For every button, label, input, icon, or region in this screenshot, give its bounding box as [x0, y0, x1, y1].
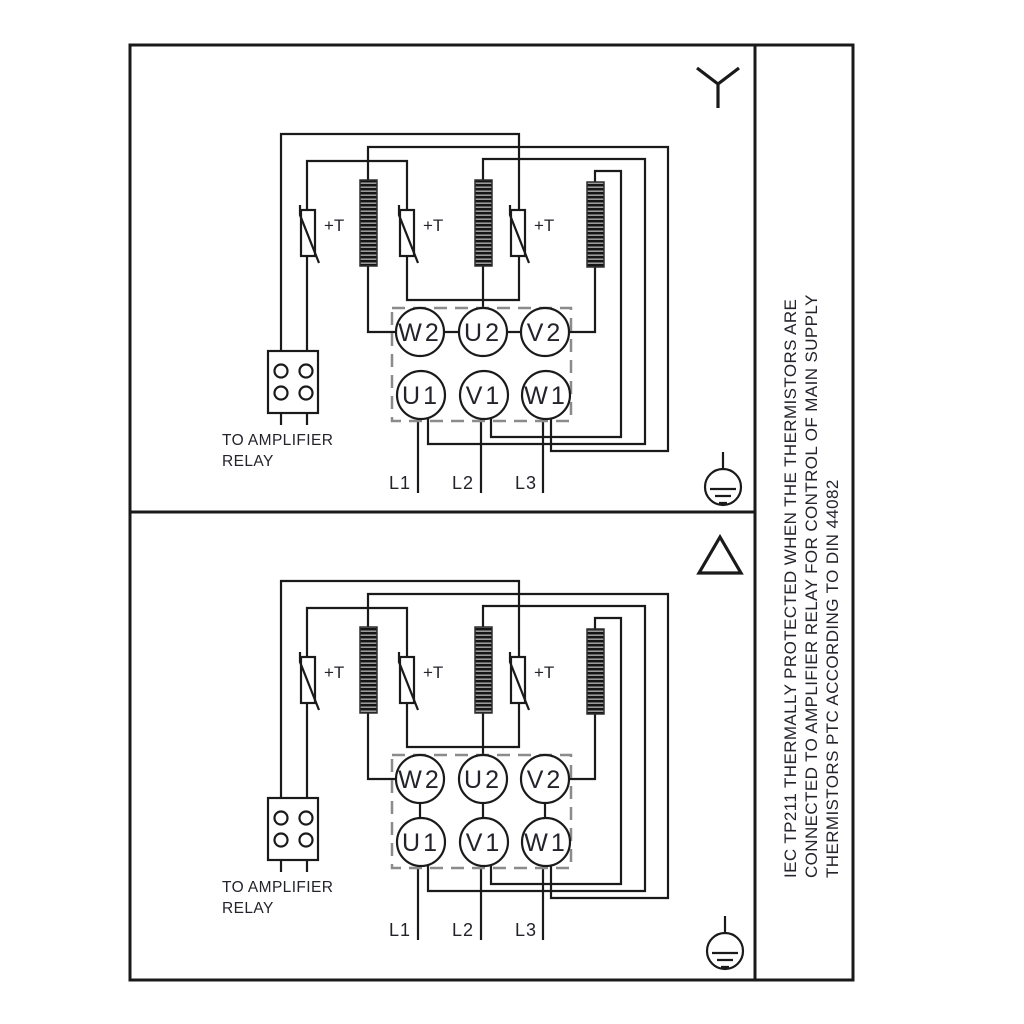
terminal-label: V2: [526, 319, 564, 347]
relay-contact-icon: [275, 365, 288, 378]
delta-connection-icon: [699, 537, 741, 573]
terminal-label: V1: [465, 382, 503, 410]
thermistor-icon: [399, 205, 418, 263]
wire-thermistor2-thermistor3: [407, 256, 519, 300]
terminal-label: U1: [402, 829, 440, 857]
terminal-label: U1: [402, 382, 440, 410]
relay-box: [268, 798, 318, 860]
thermistors: [300, 205, 554, 263]
supply-line-label: L1: [388, 920, 411, 940]
thermistors: [300, 652, 554, 710]
amplifier-relay-terminals: [222, 798, 333, 917]
wire-thermistor2-thermistor3: [407, 703, 519, 747]
motor-windings: [360, 627, 604, 714]
motor-winding-icon: [587, 629, 604, 714]
thermistor-label: +T: [324, 663, 345, 682]
relay-contact-icon: [300, 834, 313, 847]
relay-contact-icon: [275, 387, 288, 400]
amplifier-relay-terminals: [222, 351, 333, 470]
thermistor-icon: [510, 652, 529, 710]
motor-winding-icon: [587, 182, 604, 267]
terminal-label: W2: [398, 319, 442, 347]
relay-contact-icon: [300, 387, 313, 400]
side-note: [781, 294, 842, 878]
relay-contact-icon: [275, 812, 288, 825]
side-note-line: CONNECTED TO AMPLIFIER RELAY FOR CONTROL OF MAIN SUPPLY: [802, 294, 821, 878]
thermistor-label: +T: [423, 663, 444, 682]
side-note-line: IEC TP211 THERMALLY PROTECTED WHEN THE THERMISTORS ARE: [781, 298, 800, 878]
supply-line-label: L2: [451, 920, 474, 940]
delta-panel: [222, 537, 743, 969]
terminal-label: W1: [524, 382, 568, 410]
terminal-label: V2: [526, 766, 564, 794]
terminal-label: W2: [398, 766, 442, 794]
supply-line-label: L3: [514, 473, 537, 493]
relay-caption: RELAY: [222, 900, 274, 917]
motor-winding-icon: [360, 627, 377, 713]
terminal-board: [392, 308, 571, 421]
supply-line-label: L2: [451, 473, 474, 493]
relay-caption: TO AMPLIFIER: [222, 879, 334, 896]
relay-contact-icon: [300, 812, 313, 825]
side-note-line: THERMISTORS PTC ACCORDING TO DIN 44082: [823, 479, 842, 878]
relay-box: [268, 351, 318, 413]
motor-windings: [360, 180, 604, 267]
supply-line-label: L3: [514, 920, 537, 940]
terminal-label: U2: [464, 766, 502, 794]
thermistor-icon: [300, 652, 319, 710]
star-connection-icon: [697, 68, 739, 108]
earth-ground-icon: [705, 452, 741, 505]
thermistor-label: +T: [534, 663, 555, 682]
terminal-label: W1: [524, 829, 568, 857]
earth-ground-icon: [707, 916, 743, 969]
motor-winding-icon: [360, 180, 377, 266]
supply-line-label: L1: [388, 473, 411, 493]
terminal-label: U2: [464, 319, 502, 347]
thermistor-icon: [510, 205, 529, 263]
relay-caption: RELAY: [222, 453, 274, 470]
relay-caption: TO AMPLIFIER: [222, 432, 334, 449]
motor-winding-icon: [475, 180, 492, 266]
star-panel: [222, 68, 741, 505]
motor-winding-icon: [475, 627, 492, 713]
relay-contact-icon: [275, 834, 288, 847]
thermistor-label: +T: [423, 216, 444, 235]
wire-thermistor1-thermistor2: [307, 161, 407, 210]
thermistor-icon: [300, 205, 319, 263]
thermistor-label: +T: [534, 216, 555, 235]
terminal-label: V1: [465, 829, 503, 857]
thermistor-icon: [399, 652, 418, 710]
delta-bridge-links: [420, 803, 545, 818]
terminal-board: [392, 755, 571, 868]
wire-thermistor1-thermistor2: [307, 608, 407, 657]
thermistor-label: +T: [324, 216, 345, 235]
relay-contact-icon: [300, 365, 313, 378]
